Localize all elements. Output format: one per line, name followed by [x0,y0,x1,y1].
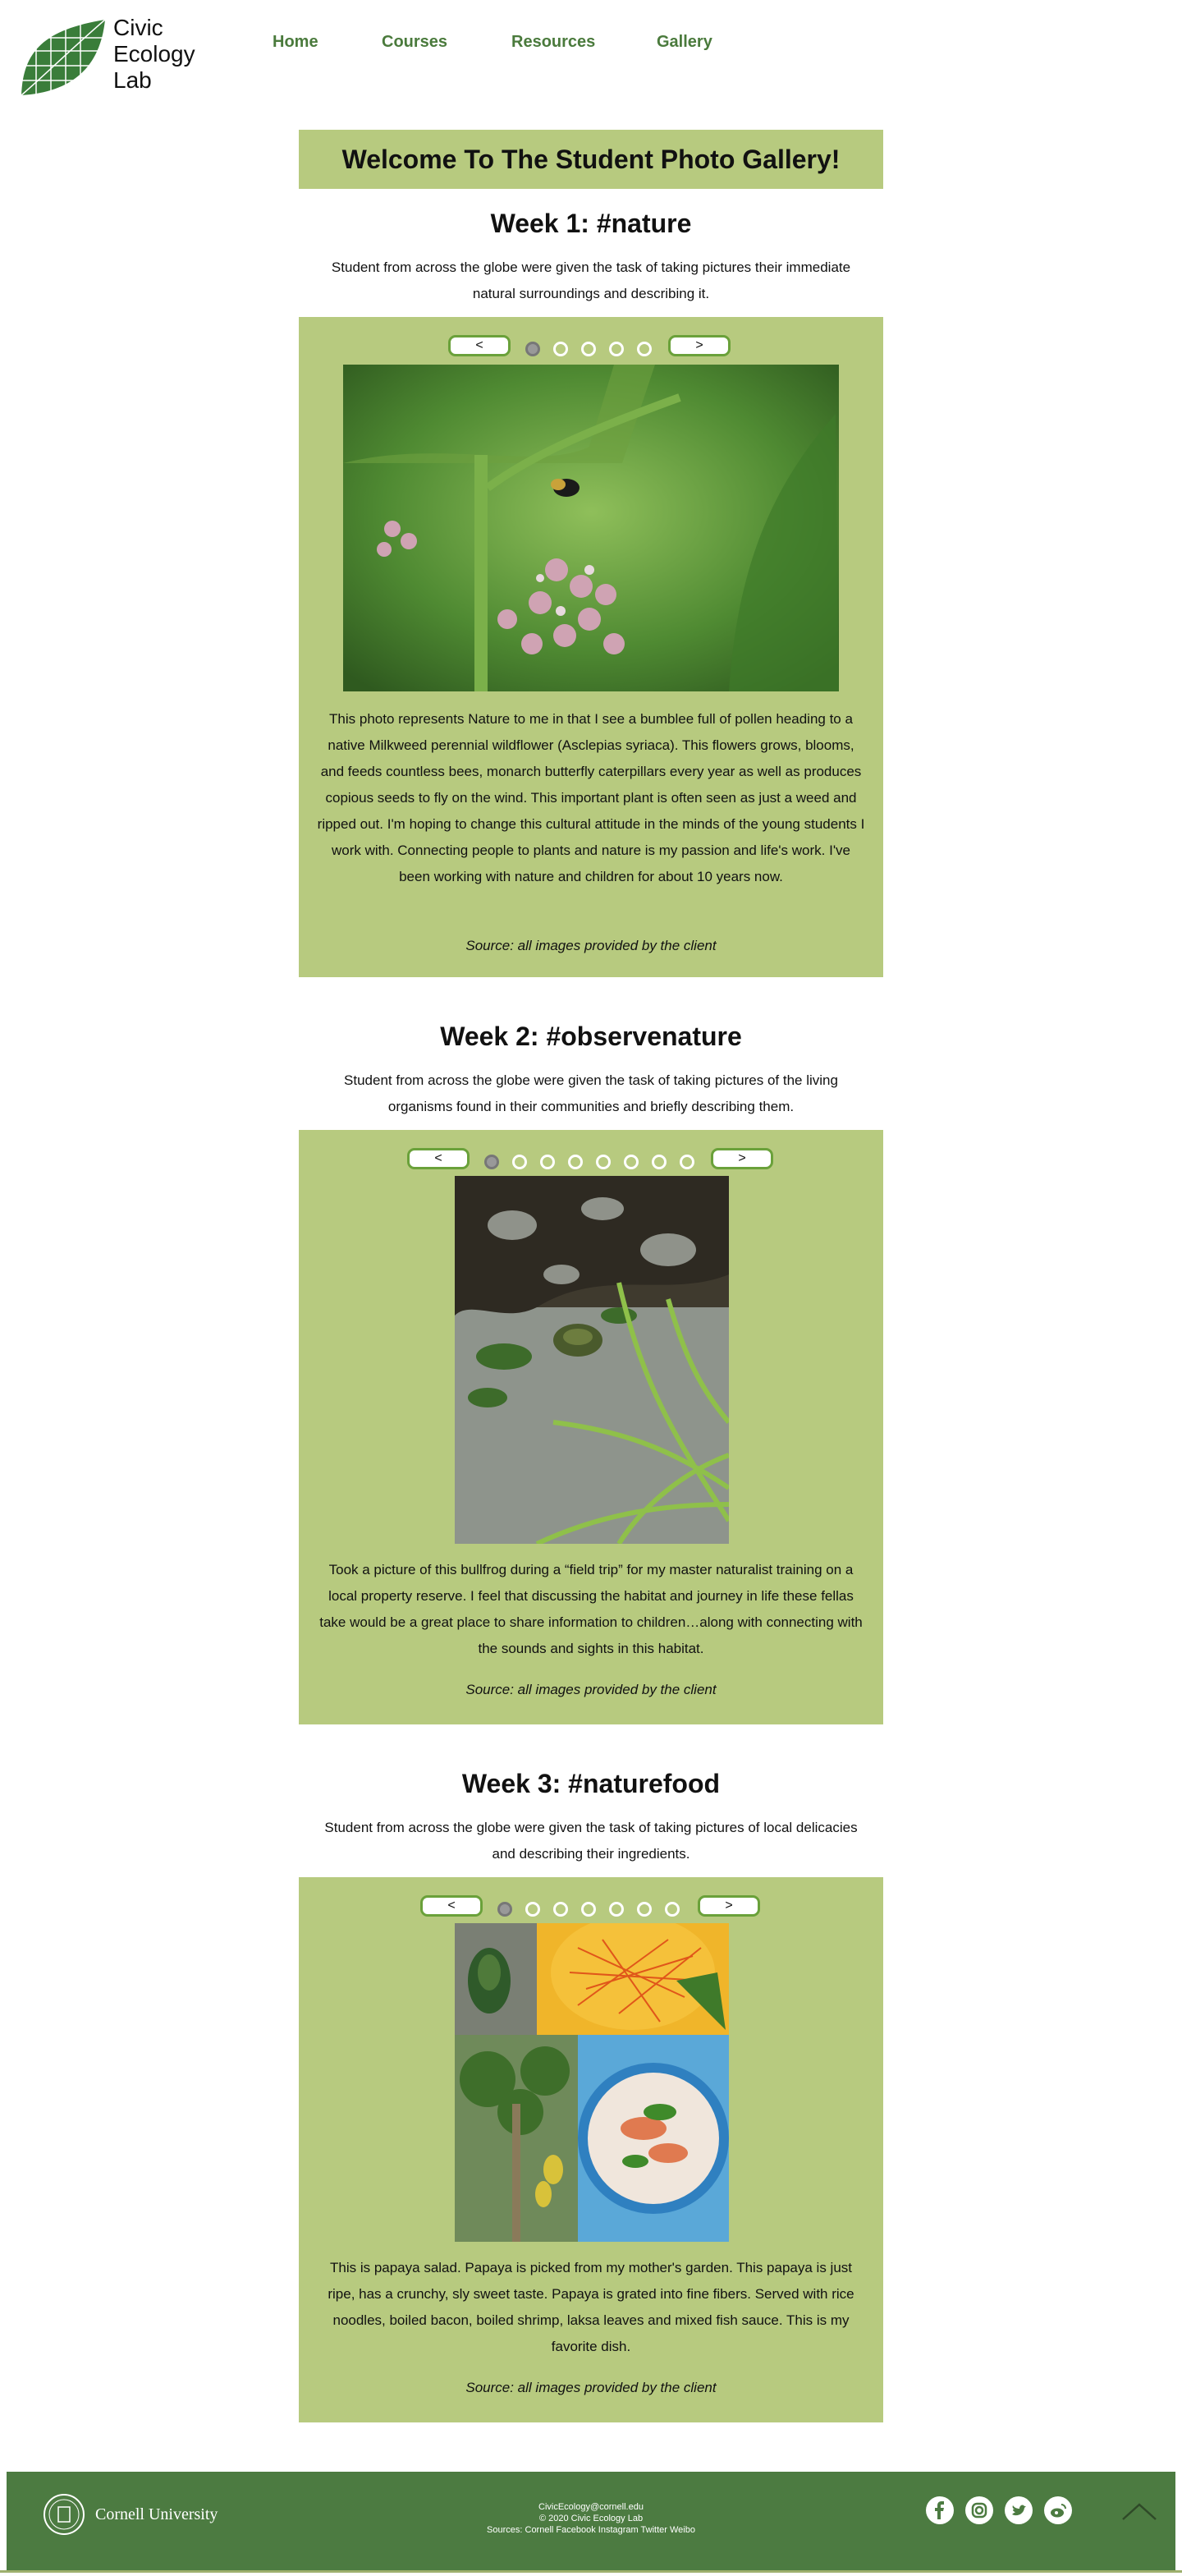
photo-source: Source: all images provided by the client [465,2380,717,2395]
slide-dot[interactable] [568,1155,583,1169]
leaf-logo-icon[interactable] [20,18,107,101]
week-2-description: Student from across the globe were given the task of taking pictures of the living organisms found in their communities and briefly describing them. [344,1072,838,1114]
prev-button[interactable]: < [448,335,511,356]
back-to-top-icon[interactable] [1121,2501,1157,2525]
week-3-gallery [299,1877,883,2422]
prev-button[interactable]: < [420,1895,483,1917]
slide-dot[interactable] [512,1155,527,1169]
site-footer [7,2472,1175,2570]
slide-dot[interactable] [525,1902,540,1917]
week-1-gallery [299,317,883,977]
university-name: Cornell University [95,2505,218,2523]
slide-dot[interactable] [609,1902,624,1917]
twitter-icon[interactable] [1005,2496,1033,2524]
logo-line: Ecology [113,41,195,67]
papaya-salad-collage [455,1923,729,2242]
next-button[interactable]: > [711,1148,773,1169]
photo-caption: Took a picture of this bullfrog during a “field trip” for my master naturalist training on a local property reserve. I feel that discussing the habitat and journey in life these fellas take would be a great place to share information to children…along with connecting with the sounds and sights in this habitat. [319,1562,863,1656]
next-button[interactable]: > [698,1895,760,1917]
facebook-icon[interactable] [926,2496,954,2524]
logo-line: Lab [113,67,152,93]
slide-dot[interactable] [624,1155,639,1169]
footer-info [7,2501,1175,2536]
footer-sources[interactable]: Sources: Cornell Facebook Instagram Twitter Weibo [487,2525,695,2535]
nav-courses[interactable]: Courses [382,33,448,51]
week-3-description: Student from across the globe were given the task of taking pictures of local delicacies and describing their ingredients. [324,1820,858,1862]
photo-source: Source: all images provided by the client [465,1682,717,1697]
slide-dot[interactable] [484,1155,499,1169]
photo-caption: This is papaya salad. Papaya is picked from my mother's garden. This papaya is just ripe, has a crunchy, sly sweet taste. Papaya is grated into fine fibers. Served with rice noodles, boiled bacon, boiled shrimp, laksa leaves and mixed fish sauce. This is my favorite dish. [328,2260,854,2354]
photo-source: Source: all images provided by the client [465,938,717,953]
prev-button[interactable]: < [407,1148,470,1169]
page-title: Welcome To The Student Photo Gallery! [299,130,883,189]
slide-dot[interactable] [637,342,652,356]
slide-dot[interactable] [581,1902,596,1917]
milkweed-bee-photo [343,365,839,691]
slide-dot[interactable] [652,1155,667,1169]
week-2-gallery [299,1130,883,1724]
week-1-title: Week 1: #nature [490,209,692,238]
nav-gallery[interactable]: Gallery [657,33,712,51]
slide-dot[interactable] [553,1902,568,1917]
logo-line: Civic [113,15,163,40]
slide-dot[interactable] [665,1902,680,1917]
slide-dot[interactable] [680,1155,694,1169]
photo-caption: This photo represents Nature to me in that I see a bumblee full of pollen heading to a native Milkweed perennial wildflower (Asclepias syriaca). This flowers grows, blooms, and feeds countless bees, monarch butterfly caterpillars every year as well as produces copious seeds to fly on the wind. This important plant is often seen as just a weed and ripped out. I'm hoping to change this cultural attitude in the minds of the young students I work with. Connecting people to plants and nature is my passion and life's work. I've been working with nature and children for about 10 years now. [317,711,865,884]
footer-email[interactable]: CivicEcology@cornell.edu [538,2502,644,2512]
slide-dot[interactable] [525,342,540,356]
footer-copyright: © 2020 Civic Ecology Lab [538,2514,644,2523]
slide-dot[interactable] [596,1155,611,1169]
instagram-icon[interactable] [965,2496,993,2524]
nav-home[interactable]: Home [273,33,318,51]
bullfrog-photo [455,1176,729,1544]
slide-dot[interactable] [581,342,596,356]
site-header [0,0,1182,107]
week-3-title: Week 3: #naturefood [461,1769,721,1798]
slide-dot[interactable] [637,1902,652,1917]
slide-dot[interactable] [609,342,624,356]
slide-dot[interactable] [540,1155,555,1169]
next-button[interactable]: > [668,335,731,356]
slide-dot[interactable] [497,1902,512,1917]
logo-text[interactable] [113,15,195,94]
nav-resources[interactable]: Resources [511,33,596,51]
footer-bottom-divider [0,2570,1182,2573]
weibo-icon[interactable] [1044,2496,1072,2524]
slide-dot[interactable] [553,342,568,356]
week-2-title: Week 2: #observenature [440,1022,742,1051]
week-1-description: Student from across the globe were given the task of taking pictures their immediate natural surroundings and describing it. [331,259,851,301]
